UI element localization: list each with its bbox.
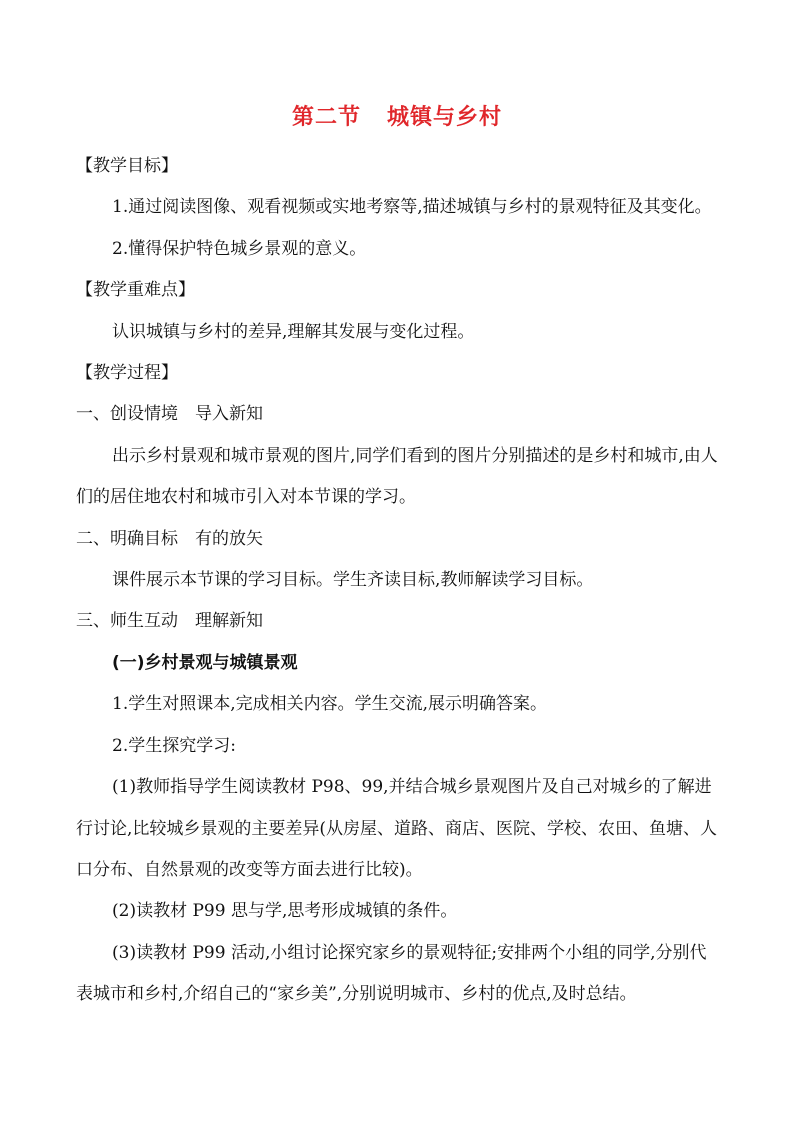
title-topic: 城镇与乡村	[387, 105, 503, 130]
document-body	[76, 146, 720, 1016]
sub1-item1: 1.学生对照课本,完成相关内容。学生交流,展示明确答案。	[112, 694, 548, 715]
step3-heading: 三、师生互动 理解新知	[76, 611, 263, 632]
sub1-item2-2: (2)读教材 P99 思与学,思考形成城镇的条件。	[112, 901, 458, 922]
step2-text: 课件展示本节课的学习目标。学生齐读目标,教师解读学习目标。	[112, 570, 594, 591]
keypoints-heading: 【教学重难点】	[76, 280, 195, 301]
page-title	[0, 100, 794, 131]
step1-heading: 一、创设情境 导入新知	[76, 404, 263, 425]
sub1-heading: (一)乡村景观与城镇景观	[112, 652, 298, 673]
sub1-item2: 2.学生探究学习:	[112, 735, 236, 756]
step1-text: 出示乡村景观和城市景观的图片,同学们看到的图片分别描述的是乡村和城市,由人们的居住地农村和城市引入对本节课的学习。	[76, 445, 718, 508]
objectives-heading: 【教学目标】	[76, 156, 178, 176]
sub1-item2-3: (3)读教材 P99 活动,小组讨论探究家乡的景观特征;安排两个小组的同学,分别代表城市和乡村,介绍自己的“家乡美”,分别说明城市、乡村的优点,及时总结。	[76, 942, 707, 1005]
sub1-item2-1: (1)教师指导学生阅读教材 P98、99,并结合城乡景观图片及自己对城乡的了解进行讨论,比较城乡景观的主要差异(从房屋、道路、商店、医院、学校、农田、鱼塘、人口分布、自然景观的改变等方面去进行比较)。	[76, 777, 718, 880]
process-heading: 【教学过程】	[76, 363, 178, 384]
objective-1: 1.通过阅读图像、观看视频或实地考察等,描述城镇与乡村的景观特征及其变化。	[112, 197, 712, 218]
title-section-number: 第二节	[291, 105, 361, 130]
step2-heading: 二、明确目标 有的放矢	[76, 528, 263, 549]
objective-2: 2.懂得保护特色城乡景观的意义。	[112, 238, 367, 259]
keypoints-text: 认识城镇与乡村的差异,理解其发展与变化过程。	[112, 321, 475, 342]
